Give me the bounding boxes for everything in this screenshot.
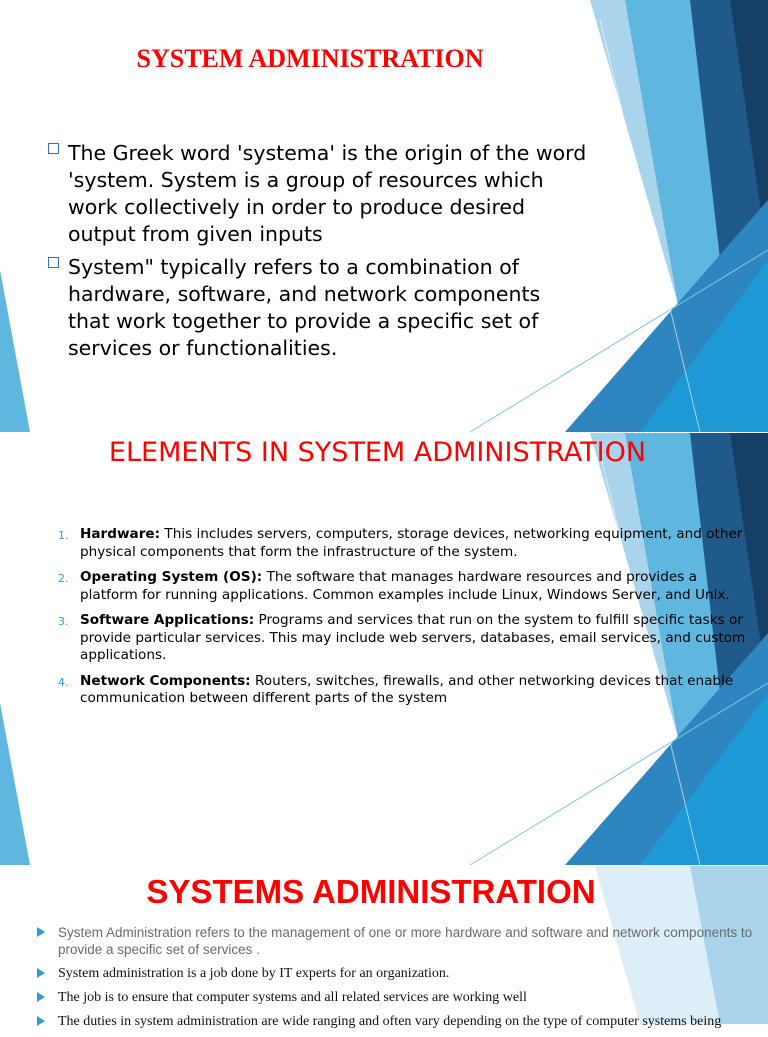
slide-3-title: SYSTEMS ADMINISTRATION [146, 873, 596, 910]
list-item [56, 569, 746, 604]
slide-3-bullet-list [36, 924, 756, 1037]
triangle-bullet-icon [37, 992, 45, 1002]
triangle-bullet-icon [37, 927, 45, 937]
list-number: 3. [58, 615, 69, 628]
list-item [36, 924, 756, 958]
list-item [36, 1013, 756, 1030]
list-item [36, 989, 756, 1006]
item-description: The software that manages hardware resources and provides a platform for running applications. Common examples include Linux, Windows Server, and Unix. [80, 569, 730, 603]
bullet-text: System" typically refers to a combination of hardware, software, and network components that work together to provide a specific set of services or functionalities. [68, 255, 541, 360]
checkbox-bullet-icon [48, 143, 59, 154]
item-description: Routers, switches, firewalls, and other networking devices that enable communication between different parts of the system [80, 672, 734, 706]
list-item [56, 612, 746, 665]
item-term: Software Applications: [80, 612, 255, 628]
bullet-text: The Greek word 'systema' is the origin of the word 'system. System is a group of resources which work collectively in order to produce desired output from given inputs [68, 141, 587, 246]
triangle-bullet-icon [37, 1016, 45, 1026]
item-description: This includes servers, computers, storage devices, networking equipment, and other physical components that form the infrastructure of the system. [80, 526, 743, 560]
list-number: 1. [58, 529, 69, 542]
checkbox-bullet-icon [48, 257, 59, 268]
slide-2-numbered-list [56, 526, 746, 716]
slide-1-title: SYSTEM ADMINISTRATION [136, 44, 484, 73]
bullet-text: The duties in system administration are wide ranging and often vary depending on the type of computer systems being [58, 1014, 722, 1029]
bullet-text: The job is to ensure that computer systems and all related services are working well [58, 990, 527, 1005]
item-term: Network Components: [80, 672, 251, 689]
list-number: 4. [58, 675, 69, 689]
slide-2-title: ELEMENTS IN SYSTEM ADMINISTRATION [108, 437, 647, 468]
list-item [56, 673, 746, 708]
bullet-text: System Administration refers to the management of one or more hardware and software and network components to provide a specific set of services . [58, 925, 753, 957]
bullet-text: System administration is a job done by IT experts for an organization. [58, 966, 450, 981]
list-item [48, 254, 588, 362]
slide-1 [0, 0, 768, 432]
item-term: Operating System (OS): [80, 569, 263, 585]
slide-1-bullet-list [48, 140, 588, 368]
list-item [36, 965, 756, 982]
triangle-bullet-icon [37, 968, 45, 978]
item-term: Hardware: [80, 526, 161, 542]
list-item [56, 526, 746, 561]
list-item [48, 140, 588, 248]
list-number: 2. [58, 572, 69, 585]
item-description: Programs and services that run on the system to fulfill specific tasks or provide particular services. This may include web servers, databases, email services, and custom applications. [80, 612, 746, 663]
